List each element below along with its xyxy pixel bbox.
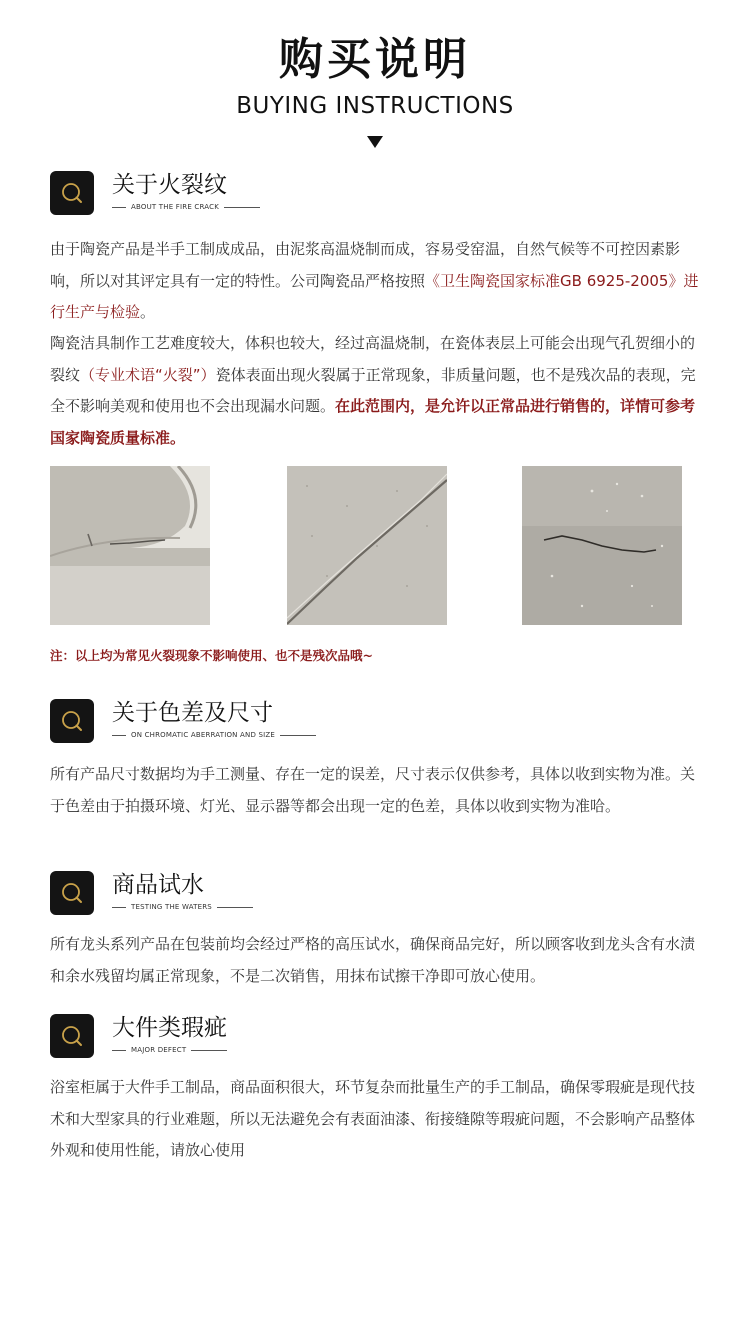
section-title: 大件类瑕疵 bbox=[112, 1015, 227, 1041]
color-size-paragraph: 所有产品尺寸数据均为手工测量、存在一定的误差，尺寸表示仅供参考，具体以收到实物为准。关于色差由于拍摄环境、灯光、显示器等都会出现一定的色差，具体以收到实物为准哈。 bbox=[50, 765, 696, 815]
page-subtitle: BUYING INSTRUCTIONS bbox=[236, 93, 514, 119]
section-fire-crack-header bbox=[50, 171, 710, 217]
section-subtitle: MAJOR DEFECT bbox=[112, 1046, 227, 1054]
section-title: 关于火裂纹 bbox=[112, 172, 227, 198]
magnifier-icon bbox=[50, 699, 94, 743]
section-color-size-header bbox=[50, 699, 710, 745]
section-title: 关于色差及尺寸 bbox=[112, 700, 273, 726]
defect-paragraph: 浴室柜属于大件手工制品，商品面积很大，环节复杂而批量生产的手工制品，确保零瑕疵是现代技术和大型家具的行业难题，所以无法避免会有表面油漆、衔接缝隙等瑕疵问题，不会影响产品整体外观和使用性能，请放心使用 bbox=[50, 1078, 696, 1159]
magnifier-icon bbox=[50, 171, 94, 215]
section-testing-header bbox=[50, 871, 710, 917]
down-triangle-icon bbox=[367, 136, 383, 148]
crack-photo-2 bbox=[287, 466, 447, 625]
section-subtitle: TESTING THE WATERS bbox=[112, 903, 253, 911]
page-title: 购买说明 bbox=[279, 34, 471, 85]
section-defect-header bbox=[50, 1014, 710, 1060]
section-subtitle: ON CHROMATIC ABERRATION AND SIZE bbox=[112, 731, 316, 739]
testing-paragraph: 所有龙头系列产品在包装前均会经过严格的高压试水，确保商品完好，所以顾客收到龙头含有水渍和余水残留均属正常现象，不是二次销售，用抹布试擦干净即可放心使用。 bbox=[50, 935, 696, 985]
crack-photo-3 bbox=[522, 466, 682, 625]
crack-photo-1 bbox=[50, 466, 210, 625]
section-subtitle: ABOUT THE FIRE CRACK bbox=[112, 203, 260, 211]
fire-crack-paragraph-1: 由于陶瓷产品是半手工制成成品，由泥浆高温烧制而成，容易受窑温，自然气候等不可控因素影响，所以对其评定具有一定的特性。公司陶瓷品严格按照《卫生陶瓷国家标准GB 6925-2005》进行生产与检验。 bbox=[50, 240, 699, 321]
section-title: 商品试水 bbox=[112, 872, 204, 898]
page-header bbox=[0, 30, 750, 148]
crack-note: 注：以上均为常见火裂现象不影响使用、也不是残次品哦~ bbox=[50, 648, 373, 663]
magnifier-icon bbox=[50, 1014, 94, 1058]
fire-crack-paragraph-2: 陶瓷洁具制作工艺难度较大，体积也较大，经过高温烧制，在瓷体表层上可能会出现气孔贺细小的裂纹（专业术语“火裂”）瓷体表面出现火裂属于正常现象，非质量问题，也不是残次品的表现，完全不影响美观和使用也不会出现漏水问题。在此范围内，是允许以正常品进行销售的，详情可参考国家陶瓷质量标准。 bbox=[50, 334, 696, 447]
magnifier-icon bbox=[50, 871, 94, 915]
